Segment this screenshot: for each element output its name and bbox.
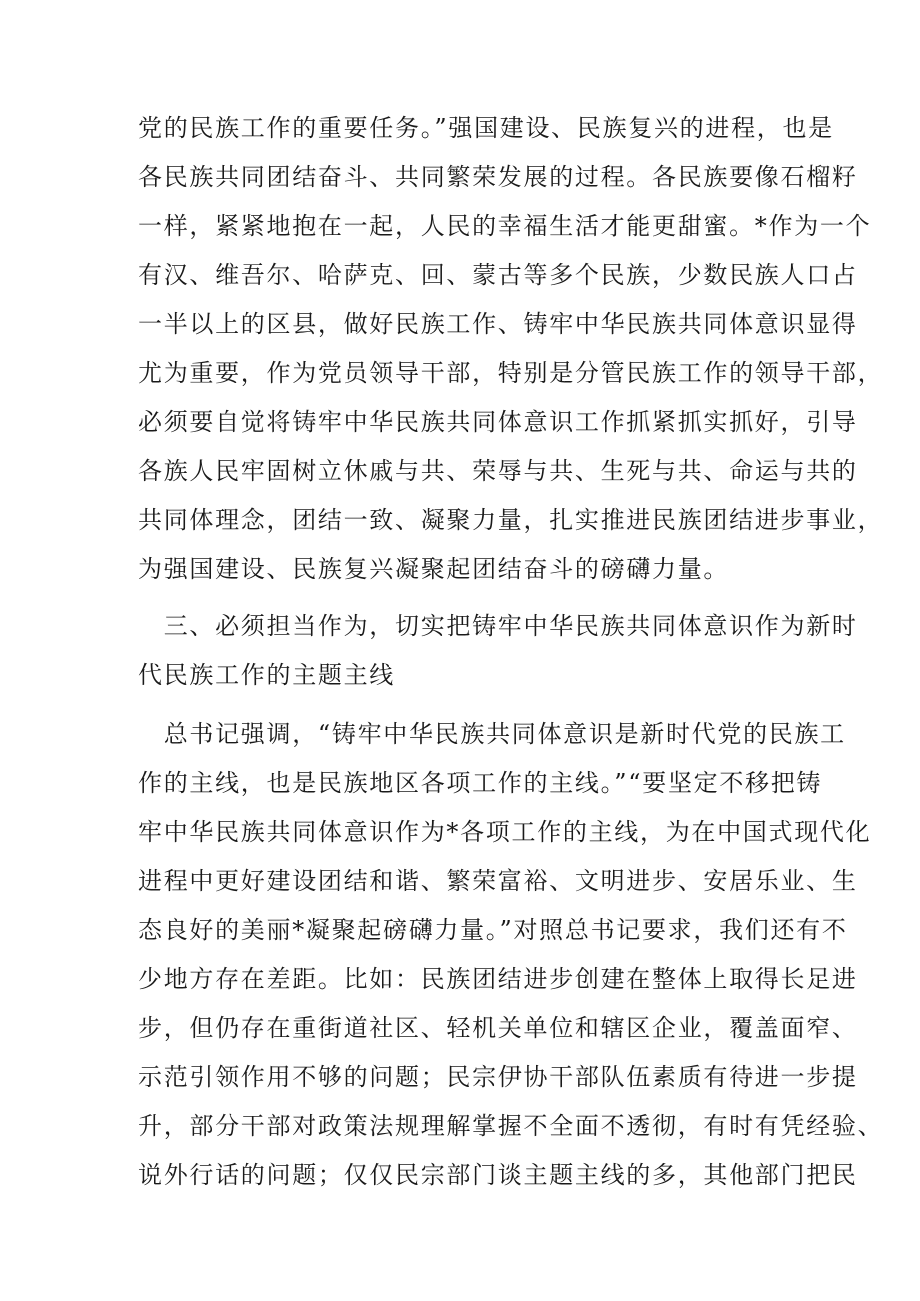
text-line: 进程中更好建设团结和谐、繁荣富裕、文明进步、安居乐业、生 — [138, 867, 858, 895]
text-line: 必须要自觉将铸牢中华民族共同体意识工作抓紧抓实抓好，引导 — [138, 408, 858, 436]
text-line: 尤为重要，作为党员领导干部，特别是分管民族工作的领导干部， — [138, 359, 884, 387]
text-line: 各民族共同团结奋斗、共同繁荣发展的过程。各民族要像石榴籽 — [138, 163, 858, 191]
text-line: 一半以上的区县，做好民族工作、铸牢中华民族共同体意识显得 — [138, 310, 858, 338]
text-line: 共同体理念，团结一致、凝聚力量，扎实推进民族团结进步事业， — [138, 506, 884, 534]
text-line: 少地方存在差距。比如：民族团结进步创建在整体上取得长足进 — [138, 965, 858, 993]
text-line: 党的民族工作的重要任务。”强国建设、民族复兴的进程，也是 — [138, 114, 834, 142]
text-line: 各族人民牢固树立休戚与共、荣辱与共、生死与共、命运与共的 — [138, 457, 858, 485]
paragraph-main-theme — [138, 710, 884, 1200]
text-line: 态良好的美丽*凝聚起磅礴力量。”对照总书记要求，我们还有不 — [138, 916, 848, 944]
section-heading-three — [138, 602, 858, 700]
text-line: 步，但仍存在重街道社区、轻机关单位和辖区企业，覆盖面窄、 — [138, 1014, 858, 1042]
text-line: 升，部分干部对政策法规理解掌握不全面不透彻，有时有凭经验、 — [138, 1112, 884, 1140]
heading-line: 三、必须担当作为，切实把铸牢中华民族共同体意识作为新时 — [138, 612, 858, 640]
text-line: 有汉、维吾尔、哈萨克、回、蒙古等多个民族，少数民族人口占 — [138, 261, 858, 289]
text-line: 说外行话的问题；仅仅民宗部门谈主题主线的多，其他部门把民 — [138, 1161, 858, 1189]
text-line: 作的主线，也是民族地区各项工作的主线。”“要坚定不移把铸 — [138, 769, 823, 797]
text-line: 示范引领作用不够的问题；民宗伊协干部队伍素质有待进一步提 — [138, 1063, 858, 1091]
text-line: 总书记强调，“铸牢中华民族共同体意识是新时代党的民族工 — [138, 720, 846, 748]
heading-line: 代民族工作的主题主线 — [138, 661, 395, 689]
text-line: 一样，紧紧地抱在一起，人民的幸福生活才能更甜蜜。*作为一个 — [138, 212, 872, 240]
text-line: 为强国建设、民族复兴凝聚起团结奋斗的磅礴力量。 — [138, 555, 730, 583]
paragraph-ethnic-unity-task — [138, 104, 884, 594]
text-line: 牢中华民族共同体意识作为*各项工作的主线，为在中国式现代化 — [138, 818, 872, 846]
